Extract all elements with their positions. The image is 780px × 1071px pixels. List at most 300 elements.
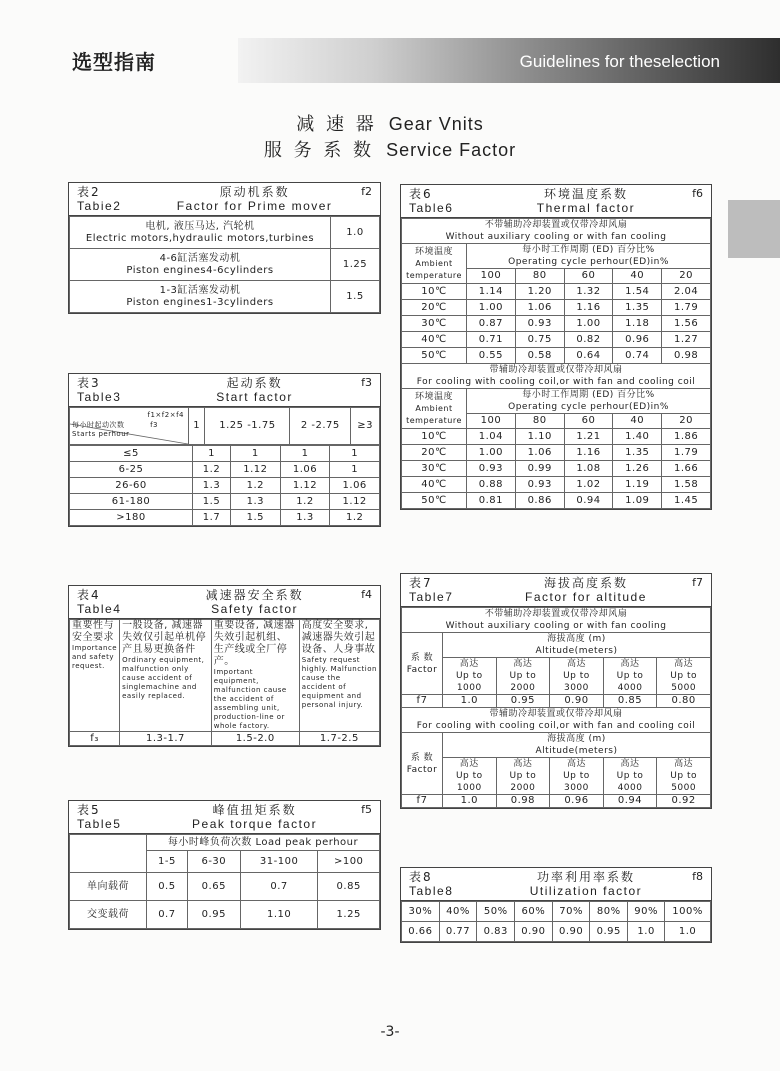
table6-caption	[401, 185, 711, 218]
table7-col-header	[496, 758, 550, 795]
table4-c2-zh: 高度安全要求, 减速器失效引起设备、人身事故	[301, 620, 376, 655]
table5-c2: 31-100	[240, 851, 318, 873]
table2-title-en: Factor for Prime mover	[176, 199, 333, 213]
table7-alt-zh: 海拔高度 (m)	[547, 734, 606, 744]
table7-col-en: Up to	[509, 771, 537, 781]
table6-s2-cell: 0.93	[515, 477, 564, 493]
table7-col-v: 4000	[617, 683, 643, 693]
table-row	[402, 477, 711, 493]
table6-title-zh: 环境温度系数	[543, 187, 628, 201]
table6-cycle-header	[467, 389, 711, 414]
table6	[400, 184, 712, 510]
table7-section-header	[402, 708, 711, 733]
table3-cell: 1.3	[193, 478, 231, 494]
table-row	[70, 510, 380, 526]
table5-c1: 6-30	[187, 851, 240, 873]
table6-s2-cell: 0.93	[467, 461, 516, 477]
table4-label-zh: 重要性与安全要求	[72, 620, 114, 643]
table7-col-header	[603, 658, 657, 695]
table-row	[402, 429, 711, 445]
table8-col-header: 40%	[439, 902, 477, 922]
table2-zh: 表2	[77, 185, 101, 199]
table7-col-en: Up to	[616, 671, 644, 681]
table-row	[70, 851, 380, 873]
table6-s2-cell: 1.26	[613, 461, 662, 477]
table6-temp-en1: Ambient	[415, 258, 453, 268]
table-row	[402, 300, 711, 316]
table7-col-header	[550, 758, 604, 795]
table6-temp-zh: 环境温度	[414, 391, 453, 402]
table7-col-zh: 高达	[620, 659, 640, 669]
table6-temp-header	[402, 244, 467, 284]
table8-col-header: 50%	[477, 902, 515, 922]
table-row	[70, 620, 380, 732]
table5-code: f5	[361, 803, 372, 816]
table4-c1-en: Important equipment, malfunction cause the accident of assembling unit, production-line or whole factory.	[213, 668, 287, 730]
table6-s2-cell: 1.10	[515, 429, 564, 445]
table7-col-en: Up to	[563, 671, 590, 681]
table7-alt-header	[443, 633, 711, 658]
table2-title-zh: 原动机系数	[219, 185, 290, 199]
table7-section-header	[402, 608, 711, 633]
table-row	[70, 478, 380, 494]
table6-s2-cell: 1.19	[613, 477, 662, 493]
table4-caption	[69, 586, 380, 619]
table6-s2-cell: 1.02	[564, 477, 613, 493]
table7-val: 0.80	[657, 695, 711, 708]
table4-zh: 表4	[77, 588, 101, 602]
table6-s2-cell: 0.94	[564, 493, 613, 509]
table6-s2-cell: 1.58	[662, 477, 711, 493]
table3-cell: 1.12	[231, 462, 281, 478]
table6-s2-cell: 0.86	[515, 493, 564, 509]
table3-cell: 1.7	[193, 510, 231, 526]
table3-title-en: Start factor	[216, 390, 293, 404]
side-tab	[728, 200, 780, 258]
table6-sec-zh: 不带辅助冷却装置或仅带冷却风扇	[484, 220, 628, 230]
table4-c0-zh: 一般设备, 减速器失效仅引起单机停产且易更换备件	[122, 620, 207, 655]
table6-s2-cell: 1.16	[564, 445, 613, 461]
table5-zh: 表5	[77, 803, 101, 817]
table6-col-header: 100	[467, 269, 516, 284]
table5-c0: 1-5	[147, 851, 188, 873]
table2-caption	[69, 183, 380, 216]
table-row	[402, 332, 711, 348]
table8-caption	[401, 868, 711, 901]
table7-val: 0.94	[603, 795, 657, 808]
table6-s1-cell: 1.20	[515, 284, 564, 300]
table4-code: f4	[361, 588, 372, 601]
table6-cycle-en: Operating cycle perhour(ED)in%	[508, 257, 669, 267]
table8-val: 1.0	[665, 922, 711, 942]
table8-title-zh: 功率利用率系数	[536, 870, 635, 884]
table6-s1-cell: 1.06	[515, 300, 564, 316]
table3-cell: 61-180	[70, 494, 193, 510]
table6-col-header: 80	[515, 269, 564, 284]
table3-diag-left1: 每小时起动次数	[72, 421, 125, 429]
table6-s1-cell: 0.82	[564, 332, 613, 348]
table3-no: Table3	[77, 390, 122, 404]
table4-no: Table4	[77, 602, 122, 616]
table6-s2-cell: 0.99	[515, 461, 564, 477]
table6-col-header: 60	[564, 269, 613, 284]
table6-temp-en2: temperature	[406, 270, 462, 280]
table-row	[402, 348, 711, 364]
table6-s1-cell: 0.74	[613, 348, 662, 364]
table8-val: 0.83	[477, 922, 515, 942]
page-title-line2	[0, 136, 780, 162]
table7-col-header	[657, 658, 711, 695]
table-row	[402, 902, 711, 922]
table7-alt-zh: 海拔高度 (m)	[547, 634, 606, 644]
table7-col-en: Up to	[670, 771, 697, 781]
table4-c1-zh: 重要设备, 减速器失效引起机组、生产线或全厂停产。	[213, 620, 295, 667]
table8-zh: 表8	[409, 870, 433, 884]
table-row	[70, 732, 380, 746]
table5-caption	[69, 801, 380, 834]
table3-col0: 1	[189, 408, 205, 445]
header-en-title: Guidelines for theselection	[519, 52, 720, 71]
table5-c3: >100	[318, 851, 380, 873]
table4-title-en: Safety factor	[211, 602, 299, 616]
table7-alt-en: Altitude(meters)	[535, 646, 618, 656]
table8-val: 0.77	[439, 922, 477, 942]
table3-cell: 1.12	[330, 494, 380, 510]
table7-col-zh: 高达	[566, 659, 586, 669]
table5-r1-v2: 1.10	[240, 901, 318, 929]
table7-no: Table7	[409, 590, 454, 604]
table6-s1-cell: 1.14	[467, 284, 516, 300]
table-row	[402, 389, 711, 414]
table2	[68, 182, 381, 314]
table6-temp-header	[402, 389, 467, 429]
table6-s1-cell: 1.00	[564, 316, 613, 332]
table7-col-zh: 高达	[674, 659, 694, 669]
table3-cell: 1.2	[231, 478, 281, 494]
table7-sec-en: For cooling with cooling coil,or with fan and cooling coil	[416, 721, 696, 731]
table6-s1-cell: 0.71	[467, 332, 516, 348]
table3-cell: 1.06	[280, 462, 330, 478]
header-cn-title: 选型指南	[72, 50, 156, 74]
table7-factor-header	[402, 733, 443, 795]
table4-grid	[69, 619, 380, 746]
table5-r1-label: 交变载荷	[70, 901, 147, 929]
table6-cycle-zh: 每小时工作周期 (ED) 百分比%	[522, 390, 655, 400]
table6-col-header: 40	[613, 269, 662, 284]
table3-cell: 1	[231, 446, 281, 462]
table2-r2-v: 1.5	[331, 281, 380, 313]
table7-col-zh: 高达	[620, 759, 640, 769]
table-row	[402, 708, 711, 733]
table7-col-header	[443, 658, 497, 695]
table-row	[402, 608, 711, 633]
table3-cell: 1.2	[193, 462, 231, 478]
table7-val: 0.90	[550, 695, 604, 708]
table2-r0-en: Electric motors,hydraulic motors,turbines	[85, 232, 315, 244]
table6-section-header	[402, 219, 711, 244]
table7-factor-en: Factor	[406, 764, 438, 775]
table8-col-header: 100%	[665, 902, 711, 922]
table4-c2-en: Safety request highly. Malfunction cause the accident of equipment and personal injury.	[301, 656, 377, 709]
table6-s1-cell: 0.58	[515, 348, 564, 364]
table7-factor-zh: 系 数	[410, 752, 434, 763]
table5-r0-v3: 0.85	[318, 873, 380, 901]
table7-factor-zh: 系 数	[410, 652, 434, 663]
table4-row-label: f₃	[70, 732, 120, 746]
table7-col-zh: 高达	[566, 759, 586, 769]
table3-cell: ≤5	[70, 446, 193, 462]
table5-title-en: Peak torque factor	[192, 817, 318, 831]
table8-val: 0.95	[590, 922, 628, 942]
table7-col-v: 2000	[510, 783, 536, 793]
table8-col-header: 70%	[552, 902, 590, 922]
table7-zh: 表7	[409, 576, 433, 590]
table6-s2-cell: 1.86	[662, 429, 711, 445]
table6-s2-cell: 1.66	[662, 461, 711, 477]
table7-val: 1.0	[443, 795, 497, 808]
table6-sec-en: Without auxiliary cooling or with fan cooling	[445, 232, 667, 242]
table3-cell: 1.06	[330, 478, 380, 494]
table8-col-header: 60%	[515, 902, 553, 922]
table6-s1-cell: 1.16	[564, 300, 613, 316]
table8-col-header: 90%	[628, 902, 665, 922]
table-row	[402, 493, 711, 509]
table6-title-en: Thermal factor	[536, 201, 636, 215]
table7-factor-header	[402, 633, 443, 695]
table2-r1-v: 1.25	[331, 249, 380, 281]
table-row	[402, 733, 711, 758]
table7-col-en: Up to	[563, 771, 590, 781]
table2-no: Tabie2	[77, 199, 122, 213]
table7-col-zh: 高达	[513, 759, 533, 769]
table2-r1-en: Piston engines4-6cylinders	[126, 264, 274, 276]
table6-s1-cell: 1.00	[467, 300, 516, 316]
table-row	[70, 873, 380, 901]
table8-col-header: 30%	[402, 902, 440, 922]
table7-col-v: 5000	[671, 683, 697, 693]
table2-r0-zh: 电机, 液压马达, 汽轮机	[145, 220, 255, 232]
table6-s1-cell: 20℃	[402, 300, 467, 316]
table7-col-header	[550, 658, 604, 695]
table7-col-header	[496, 658, 550, 695]
table3-cell: 1.3	[231, 494, 281, 510]
table7-col-en: Up to	[670, 671, 697, 681]
table5-no: Table5	[77, 817, 122, 831]
table7-col-v: 1000	[456, 783, 482, 793]
table6-s2-cell: 1.40	[613, 429, 662, 445]
table3-body	[69, 445, 380, 526]
table-row	[402, 461, 711, 477]
table6-s1-cell: 10℃	[402, 284, 467, 300]
table6-s2-cell: 40℃	[402, 477, 467, 493]
table7-title-en: Factor for altitude	[525, 590, 647, 604]
table-row	[70, 249, 380, 281]
table6-temp-en2: temperature	[406, 415, 462, 425]
table8-val: 1.0	[628, 922, 665, 942]
table7-col-v: 1000	[456, 683, 482, 693]
table6-col-header: 20	[662, 269, 711, 284]
table8-val: 0.90	[552, 922, 590, 942]
table6-grid	[401, 218, 711, 509]
table4-label-en: Importance and safety request.	[72, 644, 118, 670]
table5	[68, 800, 381, 930]
table2-code: f2	[361, 185, 372, 198]
table4	[68, 585, 381, 747]
table3-cell: 1.5	[231, 510, 281, 526]
table-row	[402, 316, 711, 332]
table5-r1-v3: 1.25	[318, 901, 380, 929]
table6-s2-cell: 1.09	[613, 493, 662, 509]
table6-s2-cell: 50℃	[402, 493, 467, 509]
table7-sec-en: Without auxiliary cooling or with fan cooling	[445, 621, 667, 631]
table6-s2-cell: 10℃	[402, 429, 467, 445]
table6-s2-cell: 1.04	[467, 429, 516, 445]
table7-sec-zh: 带辅助冷却装置或仅带冷却风扇	[489, 709, 623, 719]
table7-col-zh: 高达	[459, 659, 479, 669]
table3-title-zh: 起动系数	[226, 376, 283, 390]
table-row	[70, 217, 380, 249]
table7-col-v: 4000	[617, 783, 643, 793]
table7-col-en: Up to	[455, 771, 483, 781]
page-title-line1	[0, 110, 780, 136]
table6-temp-en1: Ambient	[415, 403, 453, 413]
table6-s1-cell: 1.54	[613, 284, 662, 300]
table7-col-v: 3000	[563, 683, 589, 693]
table5-r0-v1: 0.65	[187, 873, 240, 901]
table6-cycle-en: Operating cycle perhour(ED)in%	[508, 402, 669, 412]
table3-code: f3	[361, 376, 372, 389]
table7-title-zh: 海拔高度系数	[543, 576, 628, 590]
table3-caption	[69, 374, 380, 407]
table8-title-en: Utilization factor	[529, 884, 643, 898]
table7-val: 1.0	[443, 695, 497, 708]
table-row	[402, 922, 711, 942]
table7-val: 0.98	[496, 795, 550, 808]
table7-col-v: 5000	[671, 783, 697, 793]
table6-s1-cell: 0.75	[515, 332, 564, 348]
page-number: -3-	[380, 1024, 400, 1040]
table7-caption	[401, 574, 711, 607]
table5-subhdr: 每小时峰负荷次数 Load peak perhour	[147, 835, 380, 851]
table-row	[70, 281, 380, 313]
table6-s2-cell: 0.88	[467, 477, 516, 493]
table-row	[402, 284, 711, 300]
table8-code: f8	[692, 870, 703, 883]
table6-s2-cell: 1.21	[564, 429, 613, 445]
table3-col3: ≥3	[351, 408, 380, 445]
table6-s2-cell: 20℃	[402, 445, 467, 461]
table3-cell: 1.2	[330, 510, 380, 526]
title-en2: Service Factor	[386, 140, 517, 160]
table3-cell: 6-25	[70, 462, 193, 478]
table5-grid	[69, 834, 380, 929]
table6-col-header: 100	[467, 414, 516, 429]
table7-row-label: f7	[402, 795, 443, 808]
table6-s1-cell: 30℃	[402, 316, 467, 332]
table8-no: Table8	[409, 884, 454, 898]
table6-col-header: 40	[613, 414, 662, 429]
table6-s1-cell: 0.98	[662, 348, 711, 364]
table3-diagonal-header	[70, 408, 188, 444]
table6-s1-cell: 0.96	[613, 332, 662, 348]
table7-code: f7	[692, 576, 703, 589]
table8-val: 0.66	[402, 922, 440, 942]
table7-col-zh: 高达	[674, 759, 694, 769]
table3-cell: 1	[330, 446, 380, 462]
table6-s1-cell: 1.79	[662, 300, 711, 316]
table-row	[402, 633, 711, 658]
table-row	[70, 835, 380, 851]
table-row	[402, 758, 711, 795]
table6-s1-cell: 0.64	[564, 348, 613, 364]
table6-s2-cell: 1.79	[662, 445, 711, 461]
table3-cell: 1.12	[280, 478, 330, 494]
table6-s1-cell: 1.35	[613, 300, 662, 316]
table2-r2-en: Piston engines1-3cylinders	[126, 296, 274, 308]
table7-grid	[401, 607, 711, 808]
table4-v0: 1.3-1.7	[120, 732, 212, 746]
table3-cell: 1	[330, 462, 380, 478]
table4-c0-en: Ordinary equipment, malfunction only cause accident of singlemachine and easily replaced.	[122, 656, 205, 700]
table6-zh: 表6	[409, 187, 433, 201]
table3-grid	[69, 407, 380, 445]
table8	[400, 867, 712, 943]
table8-grid	[401, 901, 711, 942]
table6-section-header	[402, 364, 711, 389]
table7-col-v: 3000	[563, 783, 589, 793]
table3-cell: 1.2	[280, 494, 330, 510]
table7	[400, 573, 712, 809]
table7-col-zh: 高达	[513, 659, 533, 669]
table2-r0-v: 1.0	[331, 217, 380, 249]
table6-col-header: 60	[564, 414, 613, 429]
table6-s1-cell: 1.56	[662, 316, 711, 332]
table7-val: 0.92	[657, 795, 711, 808]
table6-col-header: 80	[515, 414, 564, 429]
table8-col-header: 80%	[590, 902, 628, 922]
table6-sec-en: For cooling with cooling coil,or with fan and cooling coil	[416, 377, 696, 387]
table7-sec-zh: 不带辅助冷却装置或仅带冷却风扇	[484, 609, 628, 619]
table6-s1-cell: 1.32	[564, 284, 613, 300]
table5-r0-label: 单向载荷	[70, 873, 147, 901]
table6-s2-cell: 30℃	[402, 461, 467, 477]
table3-col1: 1.25 -1.75	[205, 408, 290, 445]
table6-s2-cell: 0.81	[467, 493, 516, 509]
table6-sec-zh: 带辅助冷却装置或仅带冷却风扇	[489, 365, 623, 375]
table6-col-header: 20	[662, 414, 711, 429]
table4-v2: 1.7-2.5	[299, 732, 379, 746]
table-row	[402, 445, 711, 461]
table3-diag-mid: f3	[150, 421, 158, 429]
table6-s1-cell: 0.93	[515, 316, 564, 332]
table-row	[70, 446, 380, 462]
table6-s1-cell: 2.04	[662, 284, 711, 300]
table7-val: 0.96	[550, 795, 604, 808]
table-row	[402, 795, 711, 808]
table6-s1-cell: 1.18	[613, 316, 662, 332]
table6-cycle-header	[467, 244, 711, 269]
table-row	[70, 462, 380, 478]
table6-s2-cell: 1.08	[564, 461, 613, 477]
table6-s2-cell: 1.45	[662, 493, 711, 509]
table6-cycle-zh: 每小时工作周期 (ED) 百分比%	[522, 245, 655, 255]
table5-r0-v0: 0.5	[147, 873, 188, 901]
table-row	[402, 658, 711, 695]
table4-v1: 1.5-2.0	[211, 732, 299, 746]
table3-cell: 1	[280, 446, 330, 462]
table2-grid	[69, 216, 380, 313]
table7-col-zh: 高达	[459, 759, 479, 769]
